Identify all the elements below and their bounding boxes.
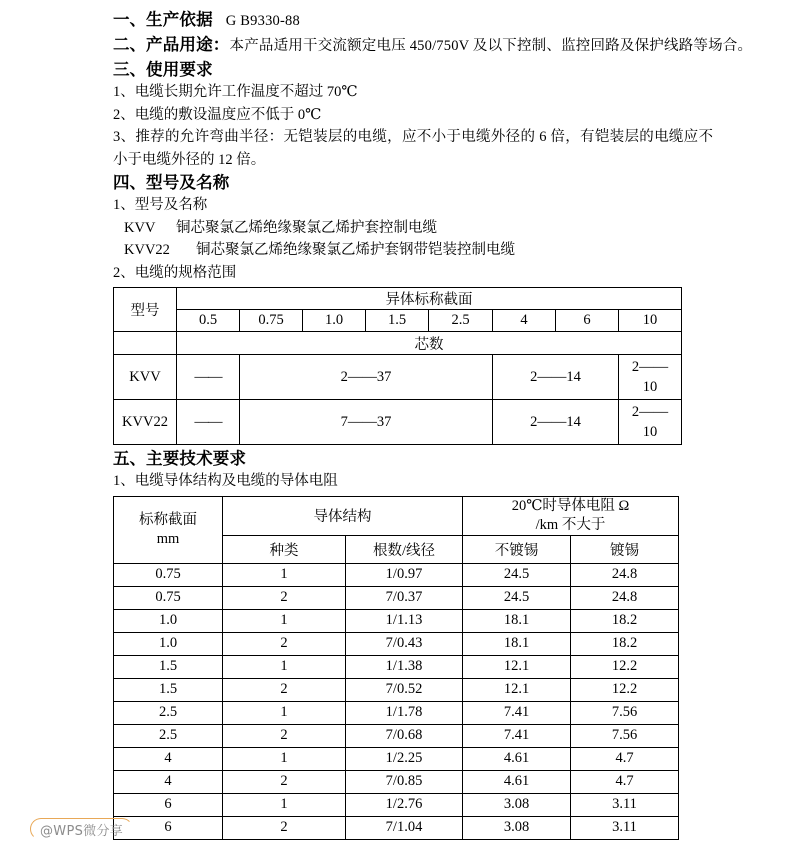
table-row	[114, 310, 682, 332]
conductor-row-4-section: 1.5	[114, 655, 223, 678]
spec-cores-label: 芯数	[177, 332, 682, 355]
conductor-header-untinned: 不镀锡	[463, 535, 571, 563]
conductor-row-7-count-diameter: 7/0.68	[346, 724, 463, 747]
conductor-row-11-tinned: 3.11	[571, 816, 679, 839]
conductor-row-8-kind: 1	[223, 747, 346, 770]
section-1-title: 生产依据	[146, 10, 213, 29]
table-row	[114, 632, 679, 655]
usage-item-1: 1、电缆长期允许工作温度不超过 70℃	[113, 84, 358, 100]
conductor-row-4-untinned: 12.1	[463, 655, 571, 678]
conductor-row-3-kind: 2	[223, 632, 346, 655]
conductor-row-9-untinned: 4.61	[463, 770, 571, 793]
conductor-row-6-count-diameter: 1/1.78	[346, 701, 463, 724]
conductor-header-resistance	[463, 496, 679, 535]
conductor-row-4-tinned: 12.2	[571, 655, 679, 678]
conductor-header-tinned: 镀锡	[571, 535, 679, 563]
conductor-header-section	[114, 496, 223, 563]
table-row	[114, 609, 679, 632]
model-code-kvv: KVV	[124, 219, 156, 236]
spec-row-kvv22-cell-3	[619, 400, 682, 445]
spec-size-3: 1.5	[366, 310, 429, 332]
conductor-row-11-untinned: 3.08	[463, 816, 571, 839]
conductor-row-0-count-diameter: 1/0.97	[346, 563, 463, 586]
conductor-row-3-count-diameter: 7/0.43	[346, 632, 463, 655]
conductor-table	[113, 496, 679, 840]
model-name-kvv: 铜芯聚氯乙烯绝缘聚氯乙烯护套控制电缆	[176, 219, 437, 236]
conductor-row-8-untinned: 4.61	[463, 747, 571, 770]
heading-section-5	[113, 447, 713, 470]
heading-section-2	[113, 33, 753, 58]
conductor-row-8-section: 4	[114, 747, 223, 770]
conductor-row-0-section: 0.75	[114, 563, 223, 586]
spec-range-table	[113, 287, 682, 445]
conductor-row-0-untinned: 24.5	[463, 563, 571, 586]
conductor-header-count-diameter: 根数/线径	[346, 535, 463, 563]
table-row	[114, 355, 682, 400]
section-1-standard-code: G B9330-88	[225, 13, 300, 29]
conductor-row-6-untinned: 7.41	[463, 701, 571, 724]
table-row	[114, 724, 679, 747]
conductor-row-1-count-diameter: 7/0.37	[346, 586, 463, 609]
table-row	[114, 563, 679, 586]
table-row	[114, 747, 679, 770]
spec-row-kvv-cell-3	[619, 355, 682, 400]
conductor-row-1-tinned: 24.8	[571, 586, 679, 609]
wps-watermark-label: @WPS微分享	[40, 823, 124, 839]
spec-size-0: 0.5	[177, 310, 240, 332]
spec-row-kvv-cell-3-a: 2——	[631, 359, 669, 375]
conductor-row-2-count-diameter: 1/1.13	[346, 609, 463, 632]
conductor-row-3-section: 1.0	[114, 632, 223, 655]
model-name-kvv22: 铜芯聚氯乙烯绝缘聚氯乙烯护套钢带铠装控制电缆	[196, 242, 515, 258]
table-row	[114, 701, 679, 724]
conductor-row-7-tinned: 7.56	[571, 724, 679, 747]
conductor-table-caption: 1、电缆导体结构及电缆的导体电阻	[113, 473, 338, 489]
conductor-row-9-kind: 2	[223, 770, 346, 793]
conductor-row-5-tinned: 12.2	[571, 678, 679, 701]
conductor-row-10-section: 6	[114, 793, 223, 816]
conductor-row-2-tinned: 18.2	[571, 609, 679, 632]
spec-size-6: 6	[556, 310, 619, 332]
conductor-header-section-line1: 标称截面	[139, 511, 197, 528]
conductor-row-11-count-diameter: 7/1.04	[346, 816, 463, 839]
conductor-row-10-kind: 1	[223, 793, 346, 816]
spec-row-kvv22-cell-1: 7——37	[240, 400, 493, 445]
spec-row-kvv-cell-0: ——	[177, 355, 240, 400]
spec-group-header: 异体标称截面	[177, 288, 682, 310]
section-2-number: 二、	[113, 35, 146, 54]
spec-row-kvv22-cell-2: 2——14	[493, 400, 619, 445]
table-row	[114, 586, 679, 609]
spec-row-model-kvv22: KVV22	[114, 400, 177, 445]
section-1-number: 一、	[113, 10, 146, 29]
conductor-row-1-kind: 2	[223, 586, 346, 609]
table-row	[114, 332, 682, 355]
conductor-row-2-kind: 1	[223, 609, 346, 632]
spec-row-kvv-cell-1: 2——37	[240, 355, 493, 400]
spec-row-kvv-cell-2: 2——14	[493, 355, 619, 400]
conductor-row-6-tinned: 7.56	[571, 701, 679, 724]
heading-section-4	[113, 171, 713, 194]
conductor-row-5-untinned: 12.1	[463, 678, 571, 701]
wps-watermark	[30, 818, 133, 840]
section-2-title: 产品用途：	[146, 35, 230, 54]
model-entry-kvv22	[113, 239, 713, 262]
conductor-header-resistance-line2: /km 不大于	[535, 516, 606, 533]
spec-size-4: 2.5	[429, 310, 493, 332]
conductor-row-2-untinned: 18.1	[463, 609, 571, 632]
section-3-title: 使用要求	[146, 60, 213, 79]
conductor-header-kind: 种类	[223, 535, 346, 563]
conductor-header-section-line2: mm	[156, 530, 180, 547]
model-entry-kvv	[113, 217, 713, 240]
conductor-row-9-count-diameter: 7/0.85	[346, 770, 463, 793]
conductor-row-6-section: 2.5	[114, 701, 223, 724]
conductor-header-resistance-line1: 20℃时导体电阻 Ω	[511, 497, 630, 514]
model-code-kvv22: KVV22	[124, 242, 170, 258]
conductor-row-3-tinned: 18.2	[571, 632, 679, 655]
table-row	[114, 678, 679, 701]
conductor-row-5-section: 1.5	[114, 678, 223, 701]
spec-size-1: 0.75	[240, 310, 303, 332]
spec-size-2: 1.0	[303, 310, 366, 332]
section-5-number: 五、	[113, 449, 146, 468]
usage-item-3: 3、推荐的允许弯曲半径：无铠装层的电缆，应不小于电缆外径的 6 倍，有铠装层的电缆应不小于电缆外径的 12 倍。	[113, 129, 713, 168]
conductor-row-0-kind: 1	[223, 563, 346, 586]
conductor-row-6-kind: 1	[223, 701, 346, 724]
conductor-row-5-kind: 2	[223, 678, 346, 701]
table-row	[114, 496, 679, 535]
spec-empty-cell	[114, 332, 177, 355]
spec-size-5: 4	[493, 310, 556, 332]
conductor-row-8-tinned: 4.7	[571, 747, 679, 770]
spec-row-kvv-cell-3-b: 10	[642, 379, 658, 395]
spec-row-kvv22-cell-3-b: 10	[642, 424, 658, 440]
spec-row-kvv22-cell-3-a: 2——	[631, 404, 669, 420]
table-row	[114, 400, 682, 445]
table-row	[114, 793, 679, 816]
section-4-number: 四、	[113, 173, 146, 192]
section-3-number: 三、	[113, 60, 146, 79]
document-body	[113, 8, 753, 840]
conductor-row-0-tinned: 24.8	[571, 563, 679, 586]
table-row	[114, 816, 679, 839]
conductor-row-8-count-diameter: 1/2.25	[346, 747, 463, 770]
conductor-row-3-untinned: 18.1	[463, 632, 571, 655]
conductor-row-11-section: 6	[114, 816, 223, 839]
spec-row-model-kvv: KVV	[114, 355, 177, 400]
conductor-row-10-untinned: 3.08	[463, 793, 571, 816]
conductor-row-1-untinned: 24.5	[463, 586, 571, 609]
spec-row-kvv22-cell-0: ——	[177, 400, 240, 445]
conductor-row-7-untinned: 7.41	[463, 724, 571, 747]
spec-range-caption: 2、电缆的规格范围	[113, 264, 237, 281]
table-row	[114, 655, 679, 678]
conductor-row-7-section: 2.5	[114, 724, 223, 747]
section-4-subtitle: 1、型号及名称	[113, 197, 208, 213]
heading-section-3	[113, 58, 713, 81]
conductor-row-4-kind: 1	[223, 655, 346, 678]
conductor-row-11-kind: 2	[223, 816, 346, 839]
heading-section-1	[113, 8, 713, 33]
conductor-row-9-tinned: 4.7	[571, 770, 679, 793]
conductor-row-4-count-diameter: 1/1.38	[346, 655, 463, 678]
usage-item-2: 2、电缆的敷设温度应不低于 0℃	[113, 106, 322, 123]
section-4-title: 型号及名称	[146, 173, 230, 192]
conductor-row-10-tinned: 3.11	[571, 793, 679, 816]
conductor-row-10-count-diameter: 1/2.76	[346, 793, 463, 816]
section-5-title: 主要技术要求	[146, 449, 247, 468]
section-2-body: 本产品适用干交流额定电压 450/750V 及以下控制、监控回路及保护线路等场合。	[229, 38, 753, 54]
conductor-row-5-count-diameter: 7/0.52	[346, 678, 463, 701]
conductor-row-7-kind: 2	[223, 724, 346, 747]
spec-model-header: 型号	[114, 288, 177, 332]
conductor-row-1-section: 0.75	[114, 586, 223, 609]
table-row	[114, 770, 679, 793]
conductor-row-2-section: 1.0	[114, 609, 223, 632]
conductor-row-9-section: 4	[114, 770, 223, 793]
table-row	[114, 288, 682, 310]
conductor-header-structure: 导体结构	[223, 496, 463, 535]
spec-size-7: 10	[619, 310, 682, 332]
